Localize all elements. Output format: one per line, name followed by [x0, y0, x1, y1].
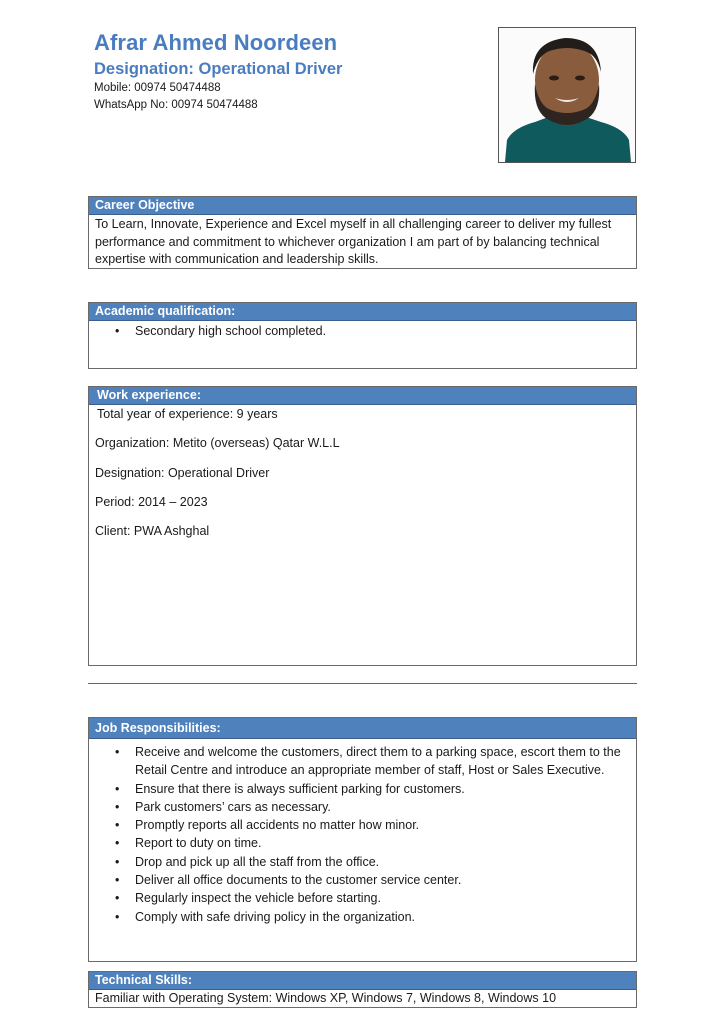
- responsibility-text: Receive and welcome the customers, direct them to a parking space, escort them to the Retail Centre and introduce an appropriate member of staff, Host or Sales Executive.: [135, 745, 621, 778]
- whatsapp-number: WhatsApp No: 00974 50474488: [94, 99, 258, 111]
- organization: Organization: Metito (overseas) Qatar W.L.L: [95, 436, 340, 451]
- responsibility-item: [89, 798, 626, 816]
- responsibility-item: [89, 743, 626, 780]
- bullet-icon: •: [115, 799, 120, 814]
- client: Client: PWA Ashghal: [95, 524, 210, 539]
- career-objective-heading: Career Objective: [89, 197, 636, 215]
- total-experience: Total year of experience: 9 years: [97, 407, 278, 421]
- responsibility-item: [89, 889, 626, 907]
- job-responsibilities-section: [88, 717, 637, 962]
- bullet-icon: •: [115, 324, 120, 338]
- academic-section: [88, 302, 637, 369]
- responsibility-item: [89, 853, 626, 871]
- bullet-icon: •: [115, 836, 120, 851]
- period: Period: 2014 – 2023: [95, 494, 208, 509]
- person-portrait-icon: [499, 28, 635, 162]
- profile-photo: [498, 27, 636, 163]
- job-responsibilities-heading: Job Responsibilities:: [89, 718, 636, 739]
- responsibility-text: Ensure that there is always sufficient parking for customers.: [135, 781, 465, 796]
- candidate-designation: Designation: Operational Driver: [94, 60, 343, 78]
- responsibility-text: Drop and pick up all the staff from the office.: [135, 854, 380, 869]
- bullet-icon: •: [115, 745, 120, 759]
- bullet-icon: •: [115, 909, 120, 924]
- academic-heading: Academic qualification:: [89, 303, 636, 321]
- responsibility-text: Regularly inspect the vehicle before starting.: [135, 891, 381, 906]
- responsibility-item: [89, 780, 626, 798]
- technical-skills-heading: Technical Skills:: [89, 972, 636, 990]
- responsibility-text: Park customers’ cars as necessary.: [135, 799, 331, 814]
- responsibility-item: [89, 816, 626, 834]
- technical-skills-text: Familiar with Operating System: Windows XP, Windows 7, Windows 8, Windows 10: [95, 991, 557, 1005]
- academic-list: [89, 322, 636, 340]
- work-experience-section: [88, 386, 637, 666]
- responsibility-text: Comply with safe driving policy in the organization.: [135, 909, 415, 924]
- bullet-icon: •: [115, 873, 120, 888]
- academic-item: [89, 322, 636, 340]
- responsibility-item: [89, 834, 626, 852]
- technical-skills-section: [88, 971, 637, 1008]
- career-objective-section: [88, 196, 637, 269]
- work-designation: Designation: Operational Driver: [95, 465, 270, 480]
- bullet-icon: •: [115, 891, 120, 906]
- divider-line: [88, 683, 637, 684]
- responsibility-item: [89, 871, 626, 889]
- mobile-number: Mobile: 00974 50474488: [94, 82, 221, 94]
- work-experience-heading: Work experience:: [89, 387, 636, 405]
- responsibility-text: Deliver all office documents to the customer service center.: [135, 873, 462, 888]
- job-responsibilities-list: [89, 743, 636, 926]
- bullet-icon: •: [115, 818, 120, 833]
- responsibility-text: Report to duty on time.: [135, 836, 262, 851]
- responsibility-item: [89, 908, 626, 926]
- academic-item-text: Secondary high school completed.: [135, 324, 327, 338]
- responsibility-text: Promptly reports all accidents no matter how minor.: [135, 818, 420, 833]
- bullet-icon: •: [115, 854, 120, 869]
- candidate-name: Afrar Ahmed Noordeen: [94, 30, 338, 55]
- career-objective-text: To Learn, Innovate, Experience and Excel myself in all challenging career to deliver my fullest performance and commitment to whichever organization I am part of by balancing technical expertise with communication and leadership skills.: [95, 217, 612, 266]
- bullet-icon: •: [115, 781, 120, 796]
